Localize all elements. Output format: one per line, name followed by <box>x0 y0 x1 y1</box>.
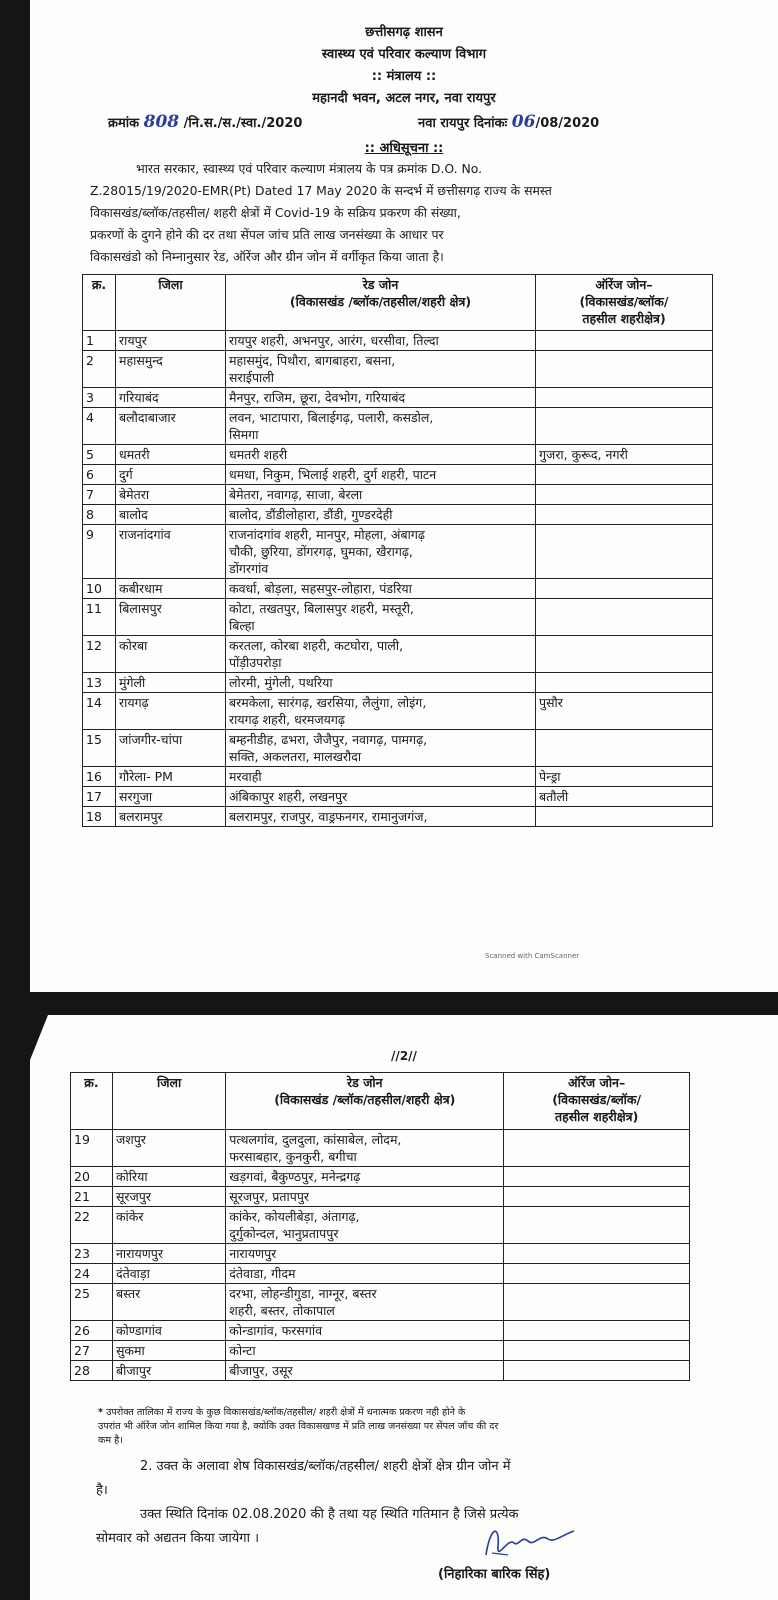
red-zone-line: रायगढ़ शहरी, धरमजयगढ़ <box>229 712 345 727</box>
table-row <box>83 525 713 579</box>
red-zone-line: दुर्गुकोन्दल, भानुप्रतापपुर <box>229 1226 339 1241</box>
table-row <box>83 408 713 445</box>
order-date <box>418 112 599 132</box>
paragraph-2-line: है। <box>96 1483 108 1498</box>
row-number: 20 <box>71 1167 113 1187</box>
red-zone-line: चौकी, छुरिया, डोंगरगढ़, घुमका, खैरागढ़, <box>229 544 413 559</box>
row-district: सरगुजा <box>116 787 226 807</box>
row-district: बस्तर <box>112 1284 225 1321</box>
intro-line: भारत सरकार, स्वास्थ्य एवं परिवार कल्याण मंत्रालय के पत्र क्रमांक D.O. No. <box>136 161 483 176</box>
header-orange-zone-subtitle: (विकासखंड/ब्लॉक/ <box>579 294 669 309</box>
row-district: बीजापुर <box>112 1361 225 1381</box>
row-red-zone <box>226 505 536 525</box>
signature-scribble <box>478 1517 588 1567</box>
row-number: 22 <box>71 1207 113 1244</box>
header-red-zone <box>226 1073 504 1130</box>
row-red-zone <box>226 807 536 827</box>
row-number: 14 <box>83 693 116 730</box>
intro-paragraph <box>90 158 552 268</box>
red-zone-line: पोंड़ीउपरोड़ा <box>229 655 282 670</box>
paragraph-3 <box>96 1503 518 1551</box>
zone-table-page-2 <box>70 1072 690 1381</box>
row-district: जांजगीर-चांपा <box>116 730 226 767</box>
red-zone-line: सूरजपुर, प्रतापपुर <box>229 1189 310 1204</box>
intro-line: विकासखंडो को निम्नानुसार रेड, ऑरेंज और ग्रीन जोन में वर्गीकृत किया जाता है। <box>90 249 444 264</box>
row-number: 17 <box>83 787 116 807</box>
row-orange-zone <box>536 351 713 388</box>
table-row <box>83 445 713 465</box>
paragraph-2-line: 2. उक्त के अलावा शेष विकासखंड/ब्लॉक/तहसील/ शहरी क्षेत्रों क्षेत्र ग्रीन जोन में <box>140 1459 511 1474</box>
row-red-zone <box>226 465 536 485</box>
row-district: जशपुर <box>112 1130 225 1167</box>
row-number: 13 <box>83 673 116 693</box>
row-red-zone <box>226 1341 504 1361</box>
footnote-line: * उपरोक्त तालिका में राज्य के कुछ विकासखंड/ब्लॉक/तहसील/ शहरी क्षेत्रों में धनात्मक प्रकरण नही होने के <box>98 1407 466 1418</box>
table-row <box>71 1321 690 1341</box>
table-row <box>83 579 713 599</box>
header-sno: क्र. <box>71 1073 113 1130</box>
row-red-zone <box>226 1244 504 1264</box>
red-zone-line: धमधा, निकुम, भिलाई शहरी, दुर्ग शहरी, पाटन <box>229 467 437 482</box>
row-red-zone <box>226 445 536 465</box>
row-orange-zone <box>536 408 713 445</box>
row-red-zone <box>226 1130 504 1167</box>
row-number: 9 <box>83 525 116 579</box>
row-district: बिलासपुर <box>116 599 226 636</box>
row-district: कोरिया <box>112 1167 225 1187</box>
row-number: 4 <box>83 408 116 445</box>
mantralaya-label: :: मंत्रालय :: <box>371 69 437 84</box>
header-orange-zone-subtitle: (विकासखंड/ब्लॉक/ <box>552 1092 642 1107</box>
red-zone-line: धमतरी शहरी <box>229 447 288 462</box>
table-row <box>83 787 713 807</box>
red-zone-line: खड़गवां, बैकुण्ठपुर, मनेन्द्रगढ़ <box>229 1169 361 1184</box>
order-date-day-handwritten: 06 <box>511 112 536 132</box>
zone-table-page-1 <box>82 274 713 827</box>
table-row <box>71 1284 690 1321</box>
table-row <box>71 1130 690 1167</box>
row-red-zone <box>226 331 536 351</box>
red-zone-line: मरवाही <box>229 769 262 784</box>
row-number: 6 <box>83 465 116 485</box>
header-red-zone <box>226 275 536 331</box>
red-zone-line: डोंगरगांव <box>229 561 269 576</box>
header-orange-zone <box>536 275 713 331</box>
row-number: 10 <box>83 579 116 599</box>
row-number: 23 <box>71 1244 113 1264</box>
row-number: 26 <box>71 1321 113 1341</box>
scanner-watermark: Scanned with CamScanner <box>485 952 580 960</box>
row-orange-zone: पुसौर <box>536 693 713 730</box>
signatory-name: (निहारिका बारिक सिंह) <box>438 1567 551 1582</box>
table-row <box>83 673 713 693</box>
row-red-zone <box>226 408 536 445</box>
row-orange-zone: पेन्ड्रा <box>536 767 713 787</box>
red-zone-line: लवन, भाटापारा, बिलाईगढ़, पलारी, कसडोल, <box>229 410 434 425</box>
row-orange-zone <box>536 807 713 827</box>
footnote <box>98 1406 498 1448</box>
row-orange-zone <box>504 1321 690 1341</box>
red-zone-line: कोन्डागांव, फरसगांव <box>229 1323 323 1338</box>
header-red-zone-subtitle: (विकासखंड /ब्लॉक/तहसील/शहरी क्षेत्र) <box>289 294 472 309</box>
row-number: 12 <box>83 636 116 673</box>
document-page-2 <box>30 1015 778 1600</box>
row-district: रायगढ़ <box>116 693 226 730</box>
table-row <box>83 599 713 636</box>
order-number-prefix: क्रमांक <box>108 116 140 131</box>
row-district: कोरबा <box>116 636 226 673</box>
red-zone-line: नारायणपुर <box>229 1246 277 1261</box>
red-zone-line: राजनांदगांव शहरी, मानपुर, मोहला, अंबागढ़ <box>229 527 425 542</box>
table-row <box>83 730 713 767</box>
row-number: 16 <box>83 767 116 787</box>
row-district: गौरेला- PM <box>116 767 226 787</box>
row-orange-zone <box>536 485 713 505</box>
row-district: बलरामपुर <box>116 807 226 827</box>
row-red-zone <box>226 730 536 767</box>
table-row <box>83 767 713 787</box>
row-number: 1 <box>83 331 116 351</box>
row-orange-zone <box>536 505 713 525</box>
row-district: दुर्ग <box>116 465 226 485</box>
row-orange-zone <box>504 1361 690 1381</box>
red-zone-line: कवर्धा, बोड़ला, सहसपुर-लोहारा, पंडरिया <box>229 581 412 596</box>
row-red-zone <box>226 1207 504 1244</box>
row-district: कांकेर <box>112 1207 225 1244</box>
red-zone-line: बिल्हा <box>229 618 255 633</box>
row-orange-zone <box>536 730 713 767</box>
row-orange-zone <box>504 1130 690 1167</box>
red-zone-line: अंबिकापुर शहरी, लखनपुर <box>229 789 348 804</box>
row-number: 19 <box>71 1130 113 1167</box>
row-number: 2 <box>83 351 116 388</box>
table-row <box>71 1207 690 1244</box>
table-row <box>83 388 713 408</box>
row-orange-zone <box>504 1167 690 1187</box>
header-orange-zone-title: ऑरेंज जोन– <box>568 1075 626 1090</box>
table-row <box>83 351 713 388</box>
red-zone-line: सक्ति, अकलतरा, मालखरौदा <box>229 749 362 764</box>
red-zone-line: कोन्टा <box>229 1343 256 1358</box>
table-header-row <box>83 275 713 331</box>
header-sno: क्र. <box>83 275 116 331</box>
footnote-line: उपरांत भी ऑरेंज जोन शामिल किया गया है, क्योकि उक्त विकासखण्ड में प्रति लाख जनसंख्या पर सेंपल जॉच की दर <box>98 1421 499 1432</box>
row-number: 28 <box>71 1361 113 1381</box>
row-orange-zone <box>536 388 713 408</box>
row-red-zone <box>226 1321 504 1341</box>
row-red-zone <box>226 636 536 673</box>
red-zone-line: शहरी, बस्तर, तोकापाल <box>229 1303 335 1318</box>
row-number: 8 <box>83 505 116 525</box>
row-orange-zone <box>504 1244 690 1264</box>
row-number: 25 <box>71 1284 113 1321</box>
intro-line: प्रकरणों के दुगने होने की दर तथा सेंपल जांच प्रति लाख जनसंख्या के आधार पर <box>90 227 444 242</box>
row-orange-zone <box>536 525 713 579</box>
red-zone-line: लोरमी, मुंगेली, पथरिया <box>229 675 333 690</box>
table-row <box>83 693 713 730</box>
table-row <box>71 1187 690 1207</box>
row-red-zone <box>226 787 536 807</box>
row-orange-zone <box>536 579 713 599</box>
order-date-prefix: नवा रायपुर दिनांकः <box>418 116 508 131</box>
government-name: छत्तीसगढ़ शासन <box>365 25 443 40</box>
office-address: महानदी भवन, अटल नगर, नवा रायपुर <box>312 91 496 106</box>
red-zone-line: दरभा, लोहन्डीगुडा, नाग्नूर, बस्तर <box>229 1286 377 1301</box>
notification-title: :: अधिसूचना :: <box>364 141 444 156</box>
paragraph-3-line: सोमवार को अद्यतन किया जायेगा । <box>96 1531 260 1546</box>
header-red-zone-title: रेड जोन <box>346 1075 383 1090</box>
row-orange-zone <box>504 1264 690 1284</box>
row-red-zone <box>226 1361 504 1381</box>
header-district: जिला <box>116 275 226 331</box>
table-row <box>83 465 713 485</box>
row-district: धमतरी <box>116 445 226 465</box>
row-orange-zone <box>504 1284 690 1321</box>
red-zone-line: सराईपाली <box>229 370 274 385</box>
red-zone-line: रायपुर शहरी, अभनपुर, आरंग, धरसीवा, तिल्दा <box>229 333 439 348</box>
row-district: गरियाबंद <box>116 388 226 408</box>
row-red-zone <box>226 1187 504 1207</box>
table-header-row <box>71 1073 690 1130</box>
row-red-zone <box>226 673 536 693</box>
row-number: 11 <box>83 599 116 636</box>
red-zone-line: कोटा, तखतपुर, बिलासपुर शहरी, मस्तूरी, <box>229 601 414 616</box>
row-orange-zone: गुजरा, कुरूद, नगरी <box>536 445 713 465</box>
header-orange-zone-title: ऑरेंज जोन– <box>595 277 653 292</box>
red-zone-line: पत्थलगांव, दुलदुला, कांसाबेल, लोदम, <box>229 1132 402 1147</box>
header-district: जिला <box>112 1073 225 1130</box>
intro-line: विकासखंड/ब्लॉक/तहसील/ शहरी क्षेत्रों में Covid-19 के सक्रिय प्रकरण की संख्या, <box>90 205 461 220</box>
header-orange-zone-subtitle: तहसील शहरीक्षेत्र) <box>554 1109 639 1124</box>
paragraph-2 <box>96 1455 511 1503</box>
row-number: 18 <box>83 807 116 827</box>
row-orange-zone <box>504 1341 690 1361</box>
row-number: 24 <box>71 1264 113 1284</box>
row-red-zone <box>226 767 536 787</box>
row-district: महासमुन्द <box>116 351 226 388</box>
red-zone-line: दंतेवाडा, गीदम <box>229 1266 296 1281</box>
row-district: दंतेवाड़ा <box>112 1264 225 1284</box>
red-zone-line: मैनपुर, राजिम, छूरा, देवभोग, गरियाबंद <box>229 390 406 405</box>
row-orange-zone <box>536 331 713 351</box>
row-orange-zone <box>536 673 713 693</box>
table-row <box>71 1167 690 1187</box>
row-number: 21 <box>71 1187 113 1207</box>
row-district: राजनांदगांव <box>116 525 226 579</box>
order-number <box>108 112 302 132</box>
table-row <box>83 331 713 351</box>
row-number: 3 <box>83 388 116 408</box>
red-zone-line: बरमकेला, सारंगढ़, खरसिया, लैलुंगा, लोइंग, <box>229 695 427 710</box>
table-row <box>71 1341 690 1361</box>
row-district: सूरजपुर <box>112 1187 225 1207</box>
table-row <box>83 505 713 525</box>
row-district: बेमेतरा <box>116 485 226 505</box>
row-orange-zone <box>536 636 713 673</box>
red-zone-line: बीजापुर, उसूर <box>229 1363 293 1378</box>
row-red-zone <box>226 579 536 599</box>
red-zone-line: कांकेर, कोयलीबेड़ा, अंतागढ़, <box>229 1209 360 1224</box>
red-zone-line: बम्हनीडीह, ढभरा, जैजैपुर, नवागढ़, पामगढ़, <box>229 732 428 747</box>
row-orange-zone <box>536 599 713 636</box>
row-district: कोण्डागांव <box>112 1321 225 1341</box>
department-name: स्वास्थ्य एवं परिवार कल्याण विभाग <box>321 47 487 62</box>
header-orange-zone <box>504 1073 690 1130</box>
table-row <box>83 807 713 827</box>
table-row <box>71 1264 690 1284</box>
table-row <box>83 636 713 673</box>
row-red-zone <box>226 485 536 505</box>
row-red-zone <box>226 1284 504 1321</box>
row-orange-zone <box>504 1187 690 1207</box>
row-district: सुकमा <box>112 1341 225 1361</box>
row-number: 5 <box>83 445 116 465</box>
row-orange-zone: बतौली <box>536 787 713 807</box>
header-orange-zone-subtitle: तहसील शहरीक्षेत्र) <box>582 311 666 326</box>
red-zone-line: करतला, कोरबा शहरी, कटघोरा, पाली, <box>229 638 404 653</box>
table-row <box>71 1244 690 1264</box>
order-number-handwritten: 808 <box>143 112 180 132</box>
intro-line: Z.28015/19/2020-EMR(Pt) Dated 17 May 2020 के सन्दर्भ में छत्तीसगढ़ राज्य के समस्त <box>90 183 552 198</box>
row-district: बलौदाबाजार <box>116 408 226 445</box>
paragraph-3-line: उक्त स्थिति दिनांक 02.08.2020 की है तथा यह स्थिति गतिमान है जिसे प्रत्येक <box>140 1507 519 1522</box>
row-red-zone <box>226 1264 504 1284</box>
row-district: बालोद <box>116 505 226 525</box>
red-zone-line: सिमगा <box>229 427 259 442</box>
page-marker: //2// <box>391 1049 417 1063</box>
red-zone-line: बलरामपुर, राजपुर, वाड्रफनगर, रामानुजगंज, <box>229 809 428 824</box>
document-page-1 <box>30 0 778 992</box>
row-red-zone <box>226 388 536 408</box>
row-orange-zone <box>536 465 713 485</box>
row-district: कबीरधाम <box>116 579 226 599</box>
row-red-zone <box>226 599 536 636</box>
red-zone-line: फरसाबहार, कुनकुरी, बगीचा <box>229 1149 357 1164</box>
order-number-code: /नि.स./स./स्वा./2020 <box>183 116 303 131</box>
red-zone-line: बालोद, डौंडीलोहारा, डौंडी, गुण्डरदेही <box>229 507 393 522</box>
table-row <box>71 1361 690 1381</box>
header-red-zone-subtitle: (विकासखंड /ब्लॉक/तहसील/शहरी क्षेत्र) <box>274 1092 456 1107</box>
table-row <box>83 485 713 505</box>
row-number: 27 <box>71 1341 113 1361</box>
row-number: 7 <box>83 485 116 505</box>
row-district: नारायणपुर <box>112 1244 225 1264</box>
row-district: मुंगेली <box>116 673 226 693</box>
row-district: रायपुर <box>116 331 226 351</box>
row-number: 15 <box>83 730 116 767</box>
order-date-rest: /08/2020 <box>535 116 600 131</box>
red-zone-line: बेमेतरा, नवागढ़, साजा, बेरला <box>229 487 363 502</box>
row-red-zone <box>226 525 536 579</box>
row-red-zone <box>226 351 536 388</box>
header-red-zone-title: रेड जोन <box>362 277 399 292</box>
row-red-zone <box>226 693 536 730</box>
row-red-zone <box>226 1167 504 1187</box>
row-orange-zone <box>504 1207 690 1244</box>
red-zone-line: महासमुंद, पिथौरा, बागबाहरा, बसना, <box>229 353 396 368</box>
footnote-star: * <box>98 1407 104 1418</box>
footnote-line: कम है। <box>98 1435 123 1446</box>
